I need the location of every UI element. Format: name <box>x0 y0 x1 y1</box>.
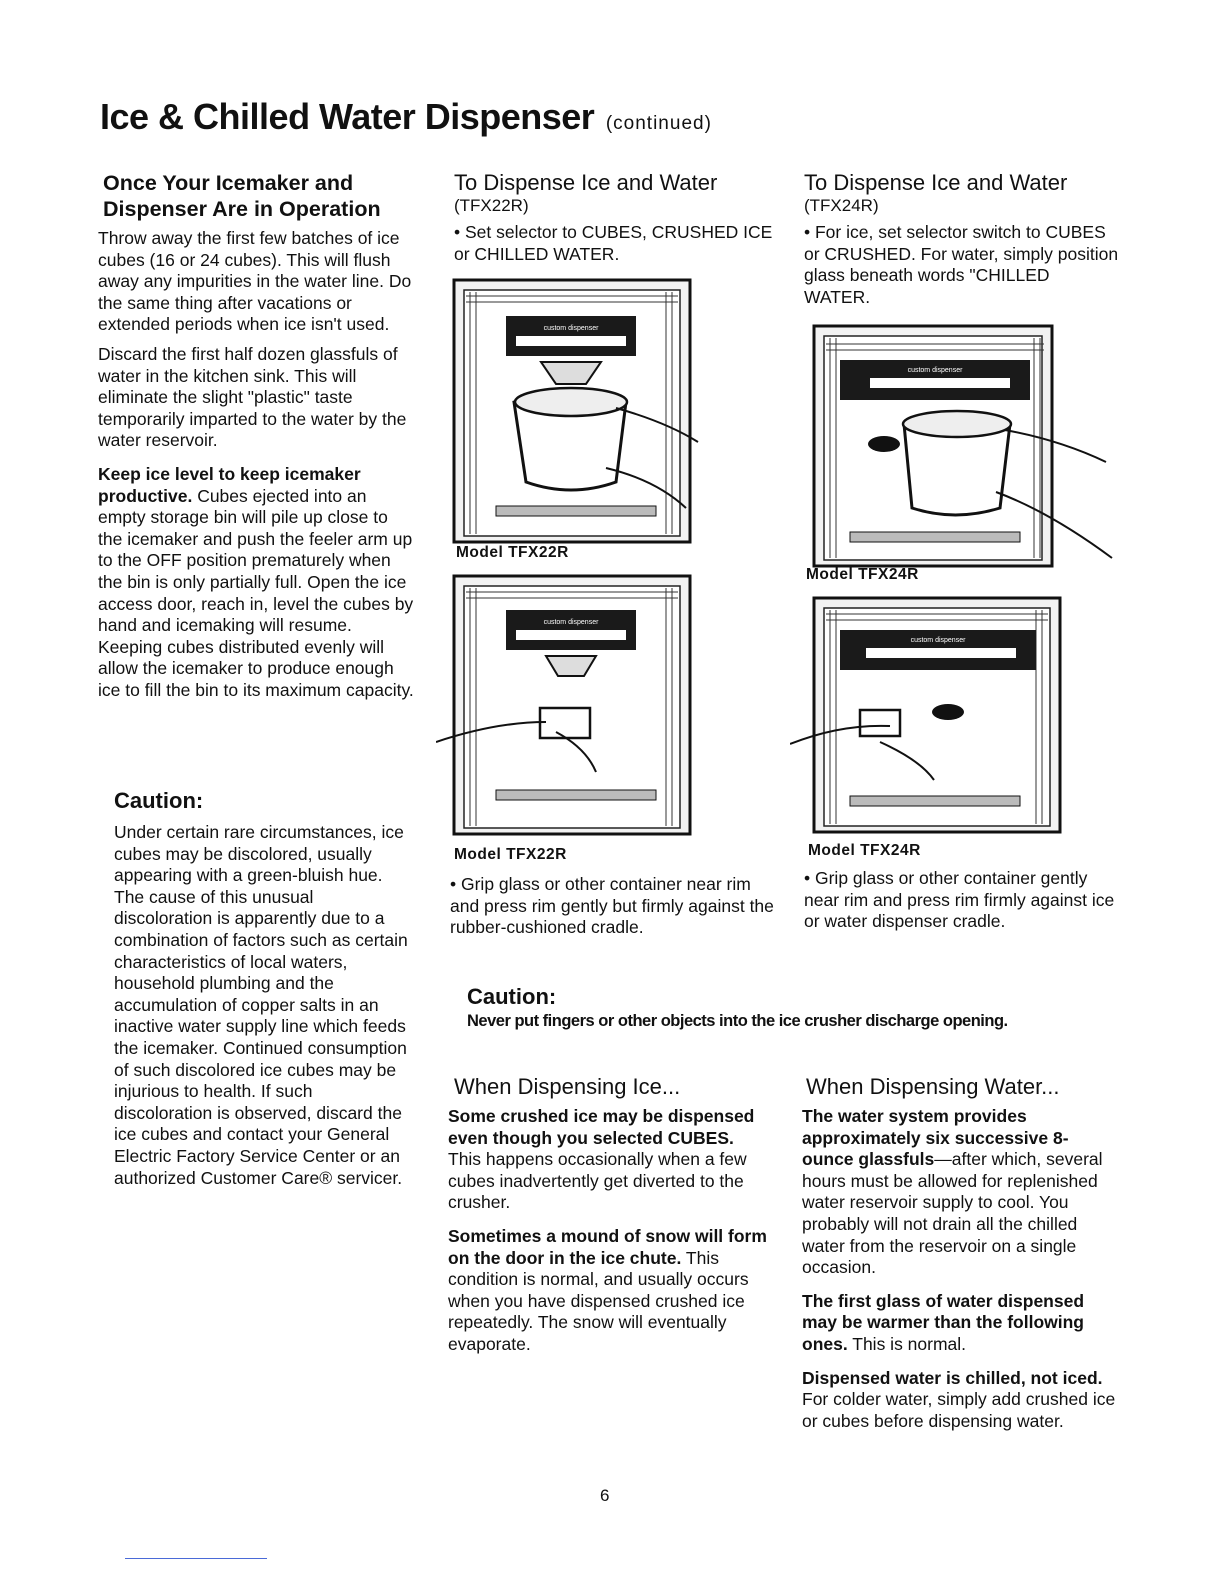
tfx24r-bullet-2: • Grip glass or other container gently near rim and press rim firmly against ice or water dispenser cradle. <box>804 868 1115 932</box>
tfx24r-caption-2: Model TFX24R <box>808 842 921 859</box>
dispenser-water-illustration <box>790 594 1080 834</box>
column-tfx24r <box>804 170 1120 308</box>
tfx22r-bullet-2: • Grip glass or other container near rim and press rim gently but firmly against the rubber-cushioned cradle. <box>450 874 774 938</box>
caution-discoloration <box>114 788 414 1189</box>
svg-text:custom dispenser: custom dispenser <box>910 637 966 644</box>
dispensing-water-para-1-lead: The water system provides approximately six successive 8-ounce glassfuls <box>802 1106 1069 1170</box>
tfx22r-bullet-2-wrap <box>450 874 780 939</box>
caution-crusher-text: Never put fingers or other objects into the ice crusher discharge opening. <box>467 1012 1008 1030</box>
operation-para-3 <box>98 464 416 702</box>
panel-label: custom dispenser <box>543 325 599 332</box>
figure-tfx22r-water <box>436 572 726 864</box>
svg-text:custom dispenser: custom dispenser <box>543 619 599 626</box>
dispensing-water-para-3 <box>802 1368 1118 1433</box>
operation-para-2: Discard the first half dozen glassfuls of water in the kitchen sink. This will eliminate the slight "plastic" taste temporarily imparted to the water by the water reservoir. <box>98 343 407 451</box>
tfx22r-heading: To Dispense Ice and Water <box>454 170 718 195</box>
tfx22r-model: (TFX22R) <box>454 196 529 215</box>
section-dispensing-ice <box>448 1074 770 1356</box>
caution-crusher <box>467 984 1127 1031</box>
column-tfx22r <box>454 170 784 265</box>
dispensing-water-para-2-lead: The first glass of water dispensed may be warmer than the following ones. <box>802 1290 1085 1354</box>
dispensing-ice-para-2 <box>448 1226 770 1356</box>
column-operation <box>98 170 416 701</box>
dispensing-water-para-2-body: This is normal. <box>847 1333 967 1354</box>
operation-para-3-body: Cubes ejected into an empty storage bin will pile up close to the icemaker and push the feeler arm up to the OFF position prematurely when the bin is only partially full. Open the ice access door, reach in, level the cubes by hand and icemaking will resume. Keeping cubes distributed evenly will allow the icemaker to produce enough ice to fill the bin to its maximum capacity. <box>98 485 414 700</box>
tfx22r-caption-1: Model TFX22R <box>456 544 569 561</box>
operation-heading-line1: Once Your Icemaker and <box>103 171 354 195</box>
link-underline <box>125 1558 267 1559</box>
section-dispensing-water <box>802 1074 1118 1432</box>
dispenser-water-illustration <box>436 572 726 838</box>
dispensing-ice-para-2-body: This condition is normal, and usually occurs when you have dispensed crushed ice repeatedly. The snow will eventually evaporate. <box>448 1247 749 1354</box>
dispensing-water-para-1 <box>802 1106 1118 1279</box>
operation-heading-line2: Dispenser Are in Operation <box>103 197 381 221</box>
tfx24r-caption-1: Model TFX24R <box>806 566 919 583</box>
dispensing-water-heading: When Dispensing Water... <box>806 1074 1060 1099</box>
dispensing-ice-para-1 <box>448 1106 770 1214</box>
figure-tfx24r-ice <box>800 322 1116 584</box>
dispensing-ice-para-1-body: This happens occasionally when a few cubes inadvertently get diverted to the crusher. <box>448 1149 747 1213</box>
tfx24r-bullet-1: • For ice, set selector switch to CUBES or CRUSHED. For water, simply position glass beneath words "CHILLED WATER. <box>804 222 1119 307</box>
tfx24r-heading: To Dispense Ice and Water <box>804 170 1068 195</box>
dispensing-ice-heading: When Dispensing Ice... <box>454 1074 681 1099</box>
tfx24r-model: (TFX24R) <box>804 196 879 215</box>
svg-text:custom dispenser: custom dispenser <box>907 367 963 374</box>
dispensing-ice-para-2-lead: Sometimes a mound of snow will form on the door in the ice chute. <box>448 1225 767 1268</box>
caution-heading: Caution: <box>114 788 204 813</box>
dispenser-ice-illustration <box>800 322 1116 570</box>
tfx24r-bullet-2-wrap <box>804 868 1120 933</box>
dispensing-water-para-3-body: For colder water, simply add crushed ice or cubes before dispensing water. <box>802 1389 1116 1431</box>
figure-tfx22r-ice <box>436 272 726 562</box>
dispenser-ice-illustration <box>436 272 726 548</box>
tfx22r-caption-2: Model TFX22R <box>454 846 567 863</box>
title-suffix: (continued) <box>605 113 712 134</box>
tfx22r-bullet-1: • Set selector to CUBES, CRUSHED ICE or CHILLED WATER. <box>454 222 773 264</box>
page-number: 6 <box>600 1486 610 1505</box>
caution-text: Under certain rare circumstances, ice cubes may be discolored, usually appearing with a green-bluish hue. The cause of this unusual discoloration is apparently due to a combination of factors such as certain characteristics of local waters, household plumbing and the accumulation of copper salts in an inactive water supply line which feeds the icemaker. Continued consumption of such discolored ice cubes may be injurious to health. If such discoloration is observed, discard the ice cubes and contact your General Electric Factory Service Center or an authorized Customer Care® servicer. <box>114 822 408 1188</box>
page-title: Ice & Chilled Water Dispenser (continued) <box>100 96 712 137</box>
dispensing-water-para-1-body: —after which, several hours must be allowed for replenished water reservoir supply to cool. You probably will not drain all the chilled water from the reservoir on a single occasion. <box>802 1149 1103 1278</box>
dispensing-water-para-2 <box>802 1291 1118 1356</box>
dispensing-water-para-3-lead: Dispensed water is chilled, not iced. <box>802 1367 1103 1388</box>
operation-para-3-lead: Keep ice level to keep icemaker productive. <box>98 463 361 506</box>
operation-para-1: Throw away the first few batches of ice cubes (16 or 24 cubes). This will flush away any impurities in the water line. Do the same thing after vacations or extended periods when ice isn't used. <box>98 228 412 335</box>
caution-crusher-heading: Caution: <box>467 984 557 1009</box>
dispensing-ice-para-1-lead: Some crushed ice may be dispensed even though you selected CUBES. <box>448 1106 755 1148</box>
figure-tfx24r-water <box>790 594 1080 860</box>
